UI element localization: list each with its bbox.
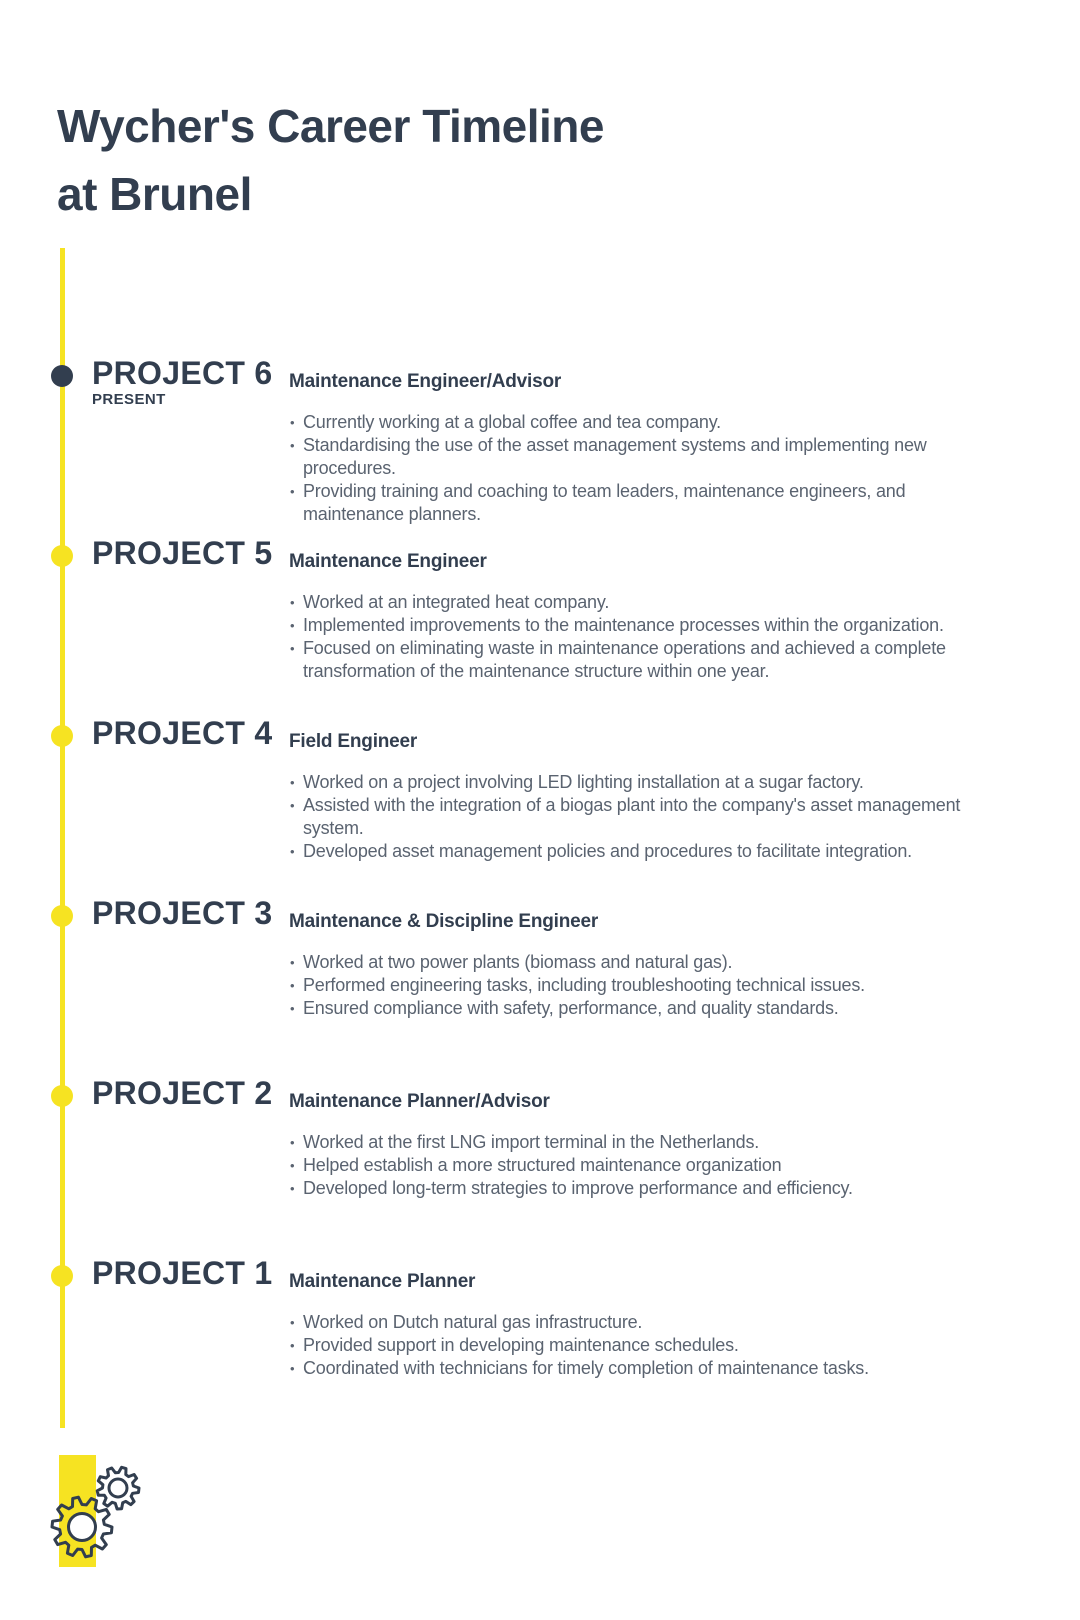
timeline-dot xyxy=(51,725,73,747)
project-role: Maintenance Engineer/Advisor xyxy=(289,371,562,392)
project-period: PRESENT xyxy=(92,391,166,408)
project-role: Maintenance Planner xyxy=(289,1271,476,1292)
project-label: PROJECT 6 xyxy=(92,355,273,391)
bullet-item: • Performed engineering tasks, including troubleshooting technical issues. xyxy=(289,974,1009,997)
project-label: PROJECT 4 xyxy=(92,715,273,751)
bullet-list xyxy=(289,1311,1009,1380)
project-role: Maintenance & Discipline Engineer xyxy=(289,911,599,932)
bullet-list xyxy=(289,591,1009,683)
page-title-line1: Wycher's Career Timeline xyxy=(57,100,604,152)
bullet-item: • Developed asset management policies and procedures to facilitate integration. xyxy=(289,840,1009,863)
project-role: Maintenance Planner/Advisor xyxy=(289,1091,550,1112)
bullet-item: • Coordinated with technicians for timely completion of maintenance tasks. xyxy=(289,1357,1009,1380)
project-role: Field Engineer xyxy=(289,731,418,752)
bullet-item: • Assisted with the integration of a biogas plant into the company's asset management system. xyxy=(289,794,1009,840)
bullet-item: • Developed long-term strategies to improve performance and efficiency. xyxy=(289,1177,1009,1200)
timeline-dot xyxy=(51,1085,73,1107)
project-role: Maintenance Engineer xyxy=(289,551,487,572)
page-title-line2: at Brunel xyxy=(57,168,252,220)
timeline-dot xyxy=(51,905,73,927)
timeline-dot xyxy=(51,1265,73,1287)
small-gear-hub xyxy=(109,1479,127,1497)
bullet-item: • Worked at an integrated heat company. xyxy=(289,591,1009,614)
bullet-list xyxy=(289,771,1009,863)
bullet-item: • Worked on a project involving LED lighting installation at a sugar factory. xyxy=(289,771,1009,794)
page-title xyxy=(57,92,604,228)
bullet-item: • Implemented improvements to the maintenance processes within the organization. xyxy=(289,614,1009,637)
bullet-item: • Worked at the first LNG import terminal in the Netherlands. xyxy=(289,1131,1009,1154)
timeline-dot xyxy=(51,545,73,567)
bullet-item: • Helped establish a more structured maintenance organization xyxy=(289,1154,1009,1177)
bullet-item: • Currently working at a global coffee and tea company. xyxy=(289,411,1009,434)
project-label: PROJECT 2 xyxy=(92,1075,273,1111)
bullet-list xyxy=(289,1131,1009,1200)
project-label-column xyxy=(92,1076,273,1110)
gears-icon xyxy=(50,1440,160,1580)
timeline-line xyxy=(60,248,65,1428)
project-label-column xyxy=(92,1256,273,1290)
bullet-list xyxy=(289,951,1009,1020)
bullet-item: • Worked on Dutch natural gas infrastructure. xyxy=(289,1311,1009,1334)
bullet-item: • Ensured compliance with safety, performance, and quality standards. xyxy=(289,997,1009,1020)
project-label-column xyxy=(92,896,273,930)
bullet-list xyxy=(289,411,1009,526)
project-label: PROJECT 3 xyxy=(92,895,273,931)
large-gear-hub xyxy=(69,1514,96,1541)
project-label: PROJECT 5 xyxy=(92,535,273,571)
project-label-column xyxy=(92,536,273,570)
bullet-item: • Focused on eliminating waste in maintenance operations and achieved a complete transformation of the maintenance structure within one year. xyxy=(289,637,1009,683)
project-label: PROJECT 1 xyxy=(92,1255,273,1291)
project-label-column xyxy=(92,716,273,750)
bullet-item: • Worked at two power plants (biomass and natural gas). xyxy=(289,951,1009,974)
project-label-column xyxy=(92,356,273,408)
bullet-item: • Providing training and coaching to team leaders, maintenance engineers, and maintenance planners. xyxy=(289,480,1009,526)
bullet-item: • Standardising the use of the asset management systems and implementing new procedures. xyxy=(289,434,1009,480)
timeline-dot-current xyxy=(51,365,73,387)
bullet-item: • Provided support in developing maintenance schedules. xyxy=(289,1334,1009,1357)
